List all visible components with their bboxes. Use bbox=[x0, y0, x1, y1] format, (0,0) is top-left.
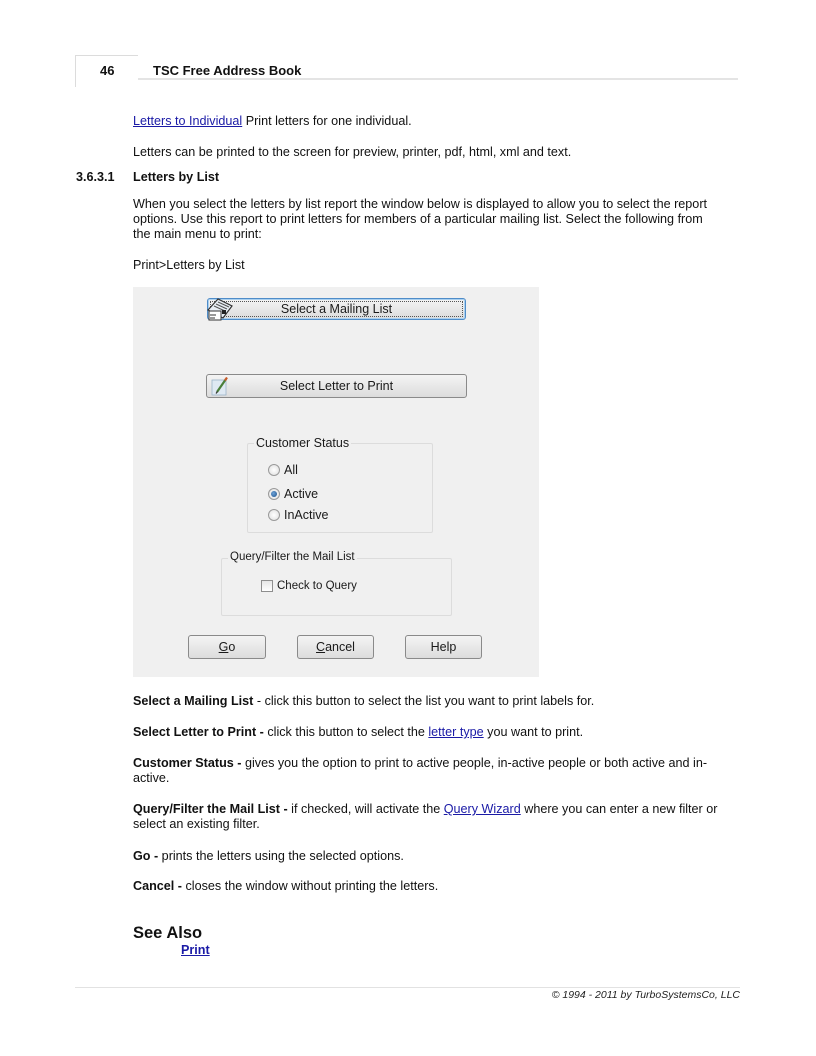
copyright: © 1994 - 2011 by TurboSystemsCo, LLC bbox=[551, 989, 740, 1001]
desc-cancel: Cancel - closes the window without printing the letters. bbox=[133, 879, 439, 893]
desc-mailing-list: Select a Mailing List - click this button to select the list you want to print labels for. bbox=[133, 694, 595, 708]
letters-to-individual-link[interactable]: Letters to Individual bbox=[133, 114, 243, 128]
radio-inactive-label: InActive bbox=[284, 508, 329, 522]
help-label: Help bbox=[430, 640, 457, 654]
customer-status-legend: Customer Status bbox=[256, 436, 350, 450]
query-filter-group bbox=[221, 551, 452, 616]
check-to-query-label: Check to Query bbox=[277, 580, 357, 592]
letters-individual-desc: Print letters for one individual. bbox=[242, 114, 412, 128]
book-title: TSC Free Address Book bbox=[153, 63, 302, 78]
go-label: Go bbox=[218, 640, 236, 654]
select-mailing-list-button[interactable] bbox=[207, 298, 466, 320]
customer-status-group bbox=[247, 436, 433, 533]
radio-inactive[interactable] bbox=[268, 508, 328, 522]
select-letter-label: Select Letter to Print bbox=[279, 379, 394, 393]
radio-active-label: Active bbox=[284, 487, 319, 501]
letter-type-link[interactable]: letter type bbox=[428, 725, 484, 739]
check-to-query[interactable] bbox=[261, 580, 357, 592]
header-divider bbox=[138, 78, 738, 80]
radio-button-selected-icon[interactable] bbox=[268, 488, 280, 500]
footer-divider bbox=[75, 987, 740, 988]
menu-path: Print>Letters by List bbox=[133, 258, 245, 272]
radio-button-icon[interactable] bbox=[268, 509, 280, 521]
radio-active[interactable] bbox=[268, 487, 318, 501]
select-mailing-list-label: Select a Mailing List bbox=[280, 302, 393, 316]
radio-all[interactable] bbox=[268, 463, 298, 477]
radio-all-label: All bbox=[284, 463, 298, 477]
section-number: 3.6.3.1 bbox=[76, 170, 115, 184]
section-title: Letters by List bbox=[133, 170, 220, 184]
desc-customer-status: Customer Status - gives you the option to print to active people, in-active people or both active and in-active. bbox=[133, 756, 708, 785]
desc-select-letter: Select Letter to Print - click this button to select the letter type you want to print. bbox=[133, 725, 584, 739]
page-number: 46 bbox=[100, 63, 115, 78]
checkbox-icon[interactable] bbox=[261, 580, 273, 592]
query-filter-legend: Query/Filter the Mail List bbox=[230, 551, 355, 563]
letters-individual-paragraph bbox=[133, 114, 733, 129]
output-formats-paragraph: Letters can be printed to the screen for preview, printer, pdf, html, xml and text. bbox=[133, 145, 572, 159]
cancel-button[interactable] bbox=[297, 635, 374, 659]
select-letter-button[interactable] bbox=[206, 374, 467, 398]
see-also-print-link[interactable]: Print bbox=[181, 943, 210, 957]
cancel-label: Cancel bbox=[316, 640, 355, 654]
section-description: When you select the letters by list report the window below is displayed to allow you to select the report options. Use this report to print letters for members of a particular mailing list. Select the following from the main menu to print: bbox=[133, 197, 708, 241]
see-also-heading: See Also bbox=[133, 924, 203, 942]
desc-query-filter: Query/Filter the Mail List - if checked, will activate the Query Wizard where you can enter a new filter or select an existing filter. bbox=[133, 802, 718, 831]
query-wizard-link[interactable]: Query Wizard bbox=[443, 802, 521, 816]
help-button[interactable] bbox=[405, 635, 482, 659]
go-button[interactable] bbox=[188, 635, 266, 659]
letters-by-list-dialog bbox=[133, 287, 539, 677]
desc-go: Go - prints the letters using the selected options. bbox=[133, 849, 404, 863]
radio-button-icon[interactable] bbox=[268, 464, 280, 476]
